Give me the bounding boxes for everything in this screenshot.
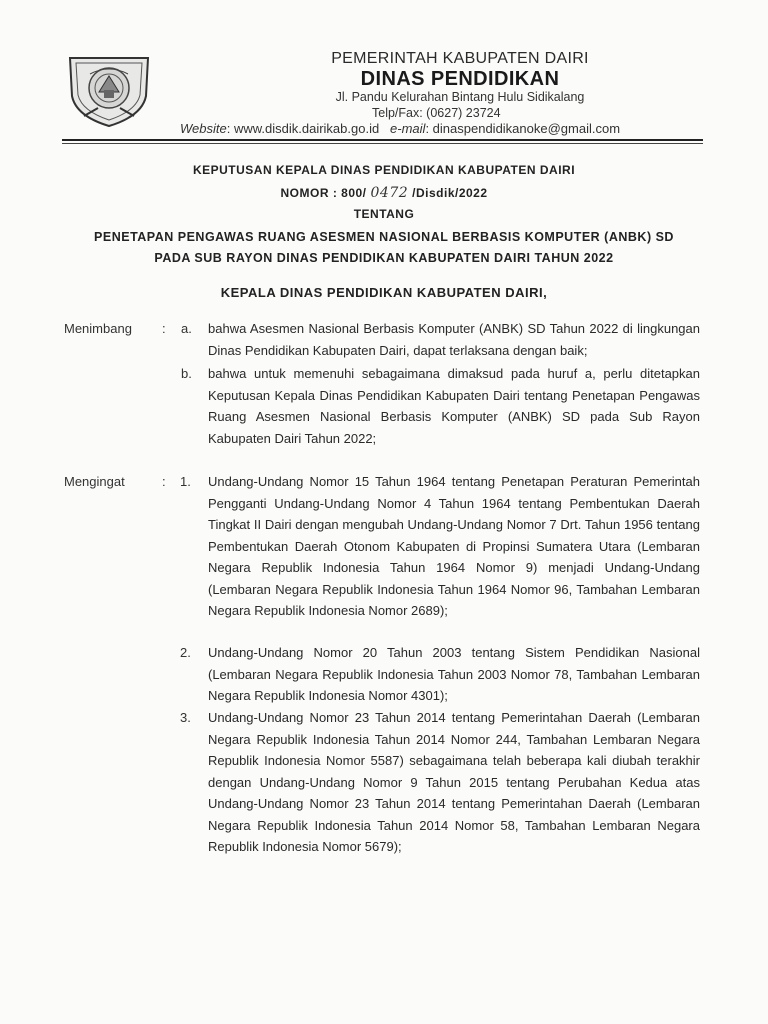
mengingat-item-1: Undang-Undang Nomor 15 Tahun 1964 tentang Penetapan Peraturan Pemerintah Pengganti Undang-Undang Nomor 4 Tahun 1964 tentang Pembentukan Daerah Tingkat II Dairi dengan mengubah Undang-Undang Nomor 7 Drt. Tahun 1956 tentang Pembentukan Daerah Otonom Kabupaten di Propinsi Sumatera Utara (Lembaran Negara Republik Indonesia Tahun 1964 Nomor 9) menjadi Undang-Undang (Lembaran Negara Republik Indonesia Tahun 1964 Nomor 96, Tambahan Lembaran Negara Republik Indonesia Nomor 2689); (208, 474, 700, 618)
menimbang-marker-a: a. (181, 321, 192, 336)
mengingat-marker-3: 3. (180, 710, 191, 725)
letterhead-contact (180, 121, 620, 136)
decree-number-prefix: NOMOR : 800/ (280, 186, 367, 200)
mengingat-marker-2: 2. (180, 645, 191, 660)
website-value: : www.disdik.dairikab.go.id (226, 121, 380, 136)
letterhead-phone: Telp/Fax: (0627) 23724 (372, 106, 501, 120)
regency-emblem-icon (64, 52, 154, 130)
decree-subject-line1: PENETAPAN PENGAWAS RUANG ASESMEN NASIONAL BERBASIS KOMPUTER (ANBK) SD (94, 230, 674, 244)
mengingat-marker-1: 1. (180, 474, 191, 489)
letterhead-rule (62, 139, 703, 141)
decree-subject-line2: PADA SUB RAYON DINAS PENDIDIKAN KABUPATEN DAIRI TAHUN 2022 (154, 251, 614, 265)
decree-title: KEPUTUSAN KEPALA DINAS PENDIDIKAN KABUPATEN DAIRI (192, 163, 576, 177)
menimbang-marker-b: b. (181, 366, 192, 381)
mengingat-item-3: Undang-Undang Nomor 23 Tahun 2014 tentang Pemerintahan Daerah (Lembaran Negara Republik Indonesia Tahun 2014 Nomor 244, Tambahan Lembaran Negara Republik Indonesia Nomor 5587) sebagaimana telah beberapa kali diubah terakhir dengan Undang-Undang Nomor 9 Tahun 2015 tentang Perubahan Kedua atas Undang-Undang Nomor 23 Tahun 2014 tentang Pemerintahan Daerah (Lembaran Negara Republik Indonesia Tahun 2014 Nomor 58, Tambahan Lembaran Negara Republik Indonesia Nomor 5679); (208, 710, 700, 854)
decree-number-suffix: /Disdik/2022 (412, 186, 488, 200)
decree-head: KEPALA DINAS PENDIDIKAN KABUPATEN DAIRI, (220, 285, 548, 300)
menimbang-colon: : (162, 321, 166, 336)
decree-number-handwritten: 0472 (370, 185, 409, 201)
letterhead-rule-thin (62, 143, 703, 144)
letterhead-address: Jl. Pandu Kelurahan Bintang Hulu Sidikalang (335, 90, 585, 104)
mengingat-colon: : (162, 474, 166, 489)
email-value: : dinaspendidikanoke@gmail.com (425, 121, 621, 136)
letterhead-government: PEMERINTAH KABUPATEN DAIRI (331, 50, 589, 67)
mengingat-item-2: Undang-Undang Nomor 20 Tahun 2003 tentang Sistem Pendidikan Nasional (Lembaran Negara Republik Indonesia Tahun 2003 Nomor 78, Tambahan Lembaran Negara Republik Indonesia Nomor 4301); (208, 645, 700, 703)
menimbang-item-b: bahwa untuk memenuhi sebagaimana dimaksud pada huruf a, perlu ditetapkan Keputusan Kepala Dinas Pendidikan Kabupaten Dairi tentang Penetapan Pengawas Ruang Asesmen Nasional Berbasis Komputer (ANBK) SD pada Sub Rayon Kabupaten Dairi Tahun 2022; (208, 366, 700, 446)
mengingat-label: Mengingat (64, 474, 125, 489)
menimbang-label: Menimbang (64, 321, 132, 336)
decree-number (0, 185, 768, 201)
email-label: e-mail (390, 121, 426, 136)
tentang-heading: TENTANG (353, 207, 415, 221)
letterhead-agency: DINAS PENDIDIKAN (360, 68, 560, 90)
website-label: Website (180, 121, 227, 136)
menimbang-item-a: bahwa Asesmen Nasional Berbasis Komputer (ANBK) SD Tahun 2022 di lingkungan Dinas Pendidikan Kabupaten Dairi, dapat terlaksana dengan baik; (208, 321, 700, 358)
